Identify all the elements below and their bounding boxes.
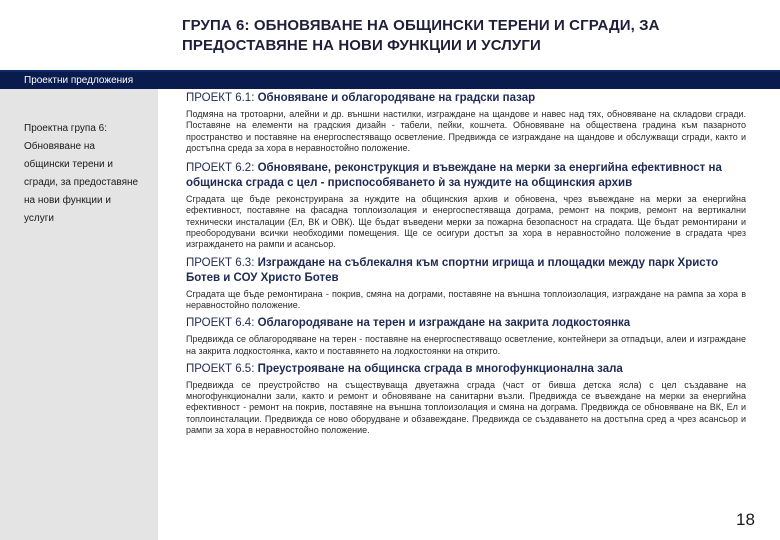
project-heading [186,256,746,286]
project-heading [186,91,746,106]
project-description: Сградата ще бъде реконструирана за нуждите на общинския архив и обновена, чрез въвеждане на мерки за енергийна ефективност, поставяне на фасадна топлоизолация и енергоспестяваща дограма, ремонт на покрив, ремонт на вертикални технически инсталации (Ел, ВК и ОВК). Ще бъдат въведени мерки за пожарна безопасност на сградата. Ще бъдат ремонтирани и преобородувани всички необходими помещения. Ще се осигури достъп за хора в неравностойно положение в сградата чрез изграждането на рампи и асансьор. [186,194,746,250]
project-6-3 [186,256,746,312]
project-description: Сградата ще бъде ремонтирана - покрив, смяна на дограми, поставяне на външна топлоизолация, изграждане на рампа за хора в неравностойно положение. [186,288,746,310]
sidebar-line: Проектна група 6: [24,123,107,134]
page-title-line-1: ГРУПА 6: ОБНОВЯВАНЕ НА ОБЩИНСКИ ТЕРЕНИ И СГРАДИ, ЗА [182,17,660,34]
project-heading [186,316,746,331]
projects-content [186,91,746,441]
page-title [182,16,742,56]
project-number: ПРОЕКТ 6.3: [186,256,255,269]
page-number: 18 [736,510,755,529]
project-number: ПРОЕКТ 6.4: [186,317,255,330]
project-title: Обновяване, реконструкция и въвеждане на мерки за енергийна ефективност на общинска сграда с цел - приспособяването ѝ за нуждите на общинския архив [186,162,722,190]
project-6-4 [186,316,746,357]
project-title: Преустрояване на общинска сграда в многофункционална зала [257,362,623,375]
project-title: Обновяване и облагородяване на градски пазар [257,92,536,104]
project-title: Изграждане на съблекалня към спортни игрища и площадки между парк Христо Ботев и СОУ Христо Ботев [186,256,719,284]
project-number: ПРОЕКТ 6.5: [186,362,255,375]
project-6-2 [186,161,746,250]
sidebar-panel [0,89,158,540]
sidebar-group-description [24,120,154,228]
sidebar-line: услуги [24,213,54,224]
sidebar-line: Обновяване на [24,141,95,152]
project-description: Предвижда се облагородяване на терен - поставяне на енергоспестяващо осветление, контейнери за отпадъци, алеи и изграждане на закрита лодкостоянка, както и поставянето на лодкостоянки на открито. [186,334,746,356]
project-6-5 [186,362,746,436]
project-description: Подмяна на тротоарни, алейни и др. външни настилки, изграждане на щандове и навес над тях, обновяване на складови сгради. Поставяне на елементи на градския дизайн - табели, пейки, кошчета. Обновяване на обществена градина към пазарното пространство и поставяне на енергоспестяващо осветление. Предвижда се изграждане на щандове и обслужващи сгради, както и достъпна среда за хора в неравностойно положение. [186,109,746,153]
project-number: ПРОЕКТ 6.2: [186,162,255,175]
project-number: ПРОЕКТ 6.1: [186,92,255,104]
sidebar-line: на нови функции и [24,195,111,206]
project-heading [186,362,746,377]
sidebar-line: сгради, за предоставяне [24,177,139,188]
section-label: Проектни предложения [24,75,134,86]
sidebar-line: общински терени и [24,159,113,170]
project-title: Облагородяване на терен и изграждане на закрита лодкостоянка [257,317,631,330]
project-6-1 [186,91,746,154]
section-header-bar [0,72,780,89]
project-description: Предвижда се преустройство на съществуваща двуетажна сграда (част от бивша детска ясла) с цел създаване на многофункционални зали, както и ремонт и обновяване на санитарни възли. Предвижда се въвеждане на мерки за енергийна ефективност - ремонт на покрив, поставяне на външна топлоизолация и смяна на дограма. Предвижда се обновяване на ВК, Ел и топлоинсталации. Предвижда се ново оборудване и обзавеждане. Предвижда се създаването на достъпна сред а чрез асансьор и рампи за хора в неравностойно положение. [186,379,746,436]
page-title-line-2: ПРЕДОСТАВЯНЕ НА НОВИ ФУНКЦИИ И УСЛУГИ [182,37,541,54]
project-heading [186,161,746,191]
